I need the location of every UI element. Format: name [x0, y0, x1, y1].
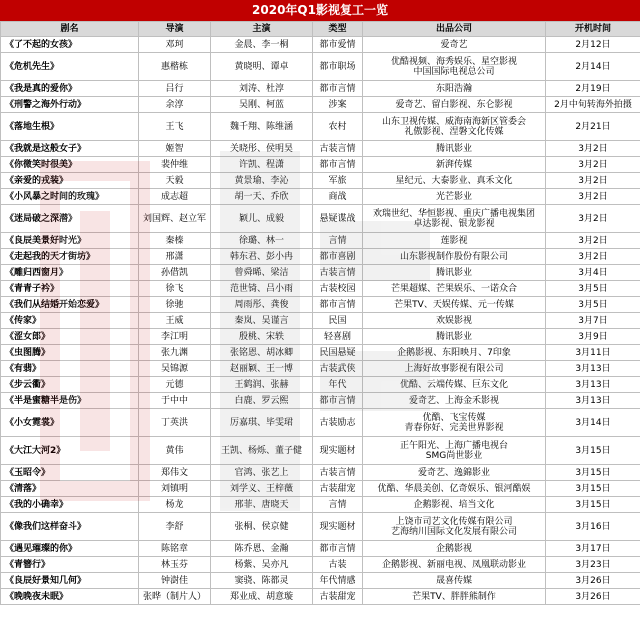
cell-company — [363, 81, 546, 97]
column-header-director: 导演 — [139, 22, 211, 37]
company-line: 新湃传媒 — [435, 159, 472, 170]
cell-genre: 民国 — [313, 313, 363, 329]
table-row — [1, 345, 640, 361]
cell-start-date: 3月15日 — [546, 465, 640, 481]
cell-director: 裴仲维 — [139, 157, 211, 173]
cell-genre: 现实题材 — [313, 513, 363, 541]
cell-company — [363, 113, 546, 141]
table-row — [1, 141, 640, 157]
company-line: 腾讯影业 — [435, 331, 472, 342]
cell-company — [363, 313, 546, 329]
table-row — [1, 205, 640, 233]
table-row — [1, 265, 640, 281]
table-row — [1, 113, 640, 141]
cell-start-date: 3月16日 — [546, 513, 640, 541]
cell-company — [363, 393, 546, 409]
column-header-cast: 主演 — [211, 22, 313, 37]
company-line: 中国国际电视总公司 — [413, 66, 495, 77]
table-row — [1, 481, 640, 497]
cell-title: 《迷局破之深潜》 — [1, 205, 139, 233]
cell-company — [363, 141, 546, 157]
cell-company — [363, 589, 546, 605]
cell-genre: 民国悬疑 — [313, 345, 363, 361]
company-line: 企鹅影视 — [435, 543, 472, 554]
company-line: 礼傲影视、涅磐文化传媒 — [404, 126, 504, 137]
cell-title: 《晚晚夜未眠》 — [1, 589, 139, 605]
cell-director: 吕行 — [139, 81, 211, 97]
cell-title: 《小风暴之时间的玫瑰》 — [1, 189, 139, 205]
cell-director: 徐驰 — [139, 297, 211, 313]
cell-start-date: 2月14日 — [546, 53, 640, 81]
cell-title: 《我的小确幸》 — [1, 497, 139, 513]
cell-start-date: 3月26日 — [546, 589, 640, 605]
company-line: 爱奇艺、逸錦影业 — [417, 467, 490, 478]
cell-title: 《步云衢》 — [1, 377, 139, 393]
cell-title: 《我是真的爱你》 — [1, 81, 139, 97]
film-resumption-table — [0, 21, 640, 605]
table-row — [1, 281, 640, 297]
table-row — [1, 465, 640, 481]
cell-genre: 年代 — [313, 377, 363, 393]
cell-title: 《半是蜜糖半是伤》 — [1, 393, 139, 409]
cell-start-date: 3月2日 — [546, 205, 640, 233]
cell-title: 《涩女郎》 — [1, 329, 139, 345]
company-line: 东阳浩瀚 — [435, 83, 472, 94]
cell-genre: 古装言情 — [313, 265, 363, 281]
cell-genre: 都市言情 — [313, 297, 363, 313]
cell-genre: 军旅 — [313, 173, 363, 189]
cell-cast: 白鹿、罗云熙 — [211, 393, 313, 409]
cell-genre: 都市言情 — [313, 157, 363, 173]
cell-genre: 古装励志 — [313, 409, 363, 437]
cell-genre: 古装甜宠 — [313, 589, 363, 605]
cell-cast: 窦骁、陈都灵 — [211, 573, 313, 589]
table-row — [1, 589, 640, 605]
cell-start-date: 3月15日 — [546, 481, 640, 497]
cell-director: 黄伟 — [139, 437, 211, 465]
cell-genre: 现实题材 — [313, 437, 363, 465]
cell-cast: 殷桃、宋轶 — [211, 329, 313, 345]
cell-genre: 古装 — [313, 557, 363, 573]
cell-title: 《虫图腾》 — [1, 345, 139, 361]
cell-director: 吴锦源 — [139, 361, 211, 377]
cell-title: 《青青子衿》 — [1, 281, 139, 297]
cell-cast: 王鹤润、张赫 — [211, 377, 313, 393]
cell-title: 《良辰美景好时光》 — [1, 233, 139, 249]
cell-cast: 周雨彤、龚俊 — [211, 297, 313, 313]
company-line: 晟喜传媒 — [435, 575, 472, 586]
cell-cast: 刘涛、杜淳 — [211, 81, 313, 97]
company-line: 企鹅影视、东阳映月、7印象 — [397, 347, 511, 358]
table-row — [1, 437, 640, 465]
cell-start-date: 2月12日 — [546, 37, 640, 53]
cell-director: 徐飞 — [139, 281, 211, 297]
cell-start-date: 3月5日 — [546, 297, 640, 313]
column-header-genre: 类型 — [313, 22, 363, 37]
company-line: SMG尚世影业 — [425, 450, 483, 461]
company-line: 欢瑞世纪、华恒影视、重庆广播电视集团 — [372, 208, 535, 219]
table-row — [1, 81, 640, 97]
cell-company — [363, 465, 546, 481]
cell-director: 邢潇 — [139, 249, 211, 265]
cell-cast: 胡一天、乔欣 — [211, 189, 313, 205]
cell-company — [363, 513, 546, 541]
cell-genre: 古装言情 — [313, 465, 363, 481]
cell-start-date: 3月26日 — [546, 573, 640, 589]
cell-company — [363, 249, 546, 265]
company-line: 爱奇艺、上海金禾影视 — [408, 395, 499, 406]
cell-genre: 言情 — [313, 497, 363, 513]
cell-start-date: 3月5日 — [546, 281, 640, 297]
cell-genre: 都市言情 — [313, 81, 363, 97]
cell-title: 《像我们这样奋斗》 — [1, 513, 139, 541]
cell-cast: 范世锜、吕小雨 — [211, 281, 313, 297]
company-line: 芒果TV、天娱传媒、元一传媒 — [394, 299, 514, 310]
cell-title: 《小女霓裳》 — [1, 409, 139, 437]
cell-cast: 秦岚、吴谨言 — [211, 313, 313, 329]
company-line: 腾讯影业 — [435, 143, 472, 154]
company-line: 腾讯影业 — [435, 267, 472, 278]
table-row — [1, 329, 640, 345]
company-line: 上海好故事影视有限公司 — [404, 363, 504, 374]
cell-company — [363, 53, 546, 81]
company-line: 光芒影业 — [435, 191, 472, 202]
cell-start-date: 2月19日 — [546, 81, 640, 97]
cell-start-date: 3月7日 — [546, 313, 640, 329]
cell-company — [363, 265, 546, 281]
company-line: 青春你好、完美世界影视 — [404, 422, 504, 433]
table-title: 2020年Q1影视复工一览 — [0, 0, 640, 21]
cell-cast: 邢菲、唐晓天 — [211, 497, 313, 513]
company-line: 爱奇艺、留白影视、东仑影视 — [395, 99, 513, 110]
table-row — [1, 393, 640, 409]
cell-company — [363, 481, 546, 497]
cell-company — [363, 233, 546, 249]
table-row — [1, 37, 640, 53]
cell-director: 林玉芬 — [139, 557, 211, 573]
cell-genre: 都市言情 — [313, 541, 363, 557]
cell-start-date: 3月14日 — [546, 409, 640, 437]
cell-director: 李舒 — [139, 513, 211, 541]
table-row — [1, 557, 640, 573]
cell-title: 《玉昭令》 — [1, 465, 139, 481]
cell-start-date: 3月9日 — [546, 329, 640, 345]
cell-cast: 关晓彤、侯明昊 — [211, 141, 313, 157]
table-row — [1, 97, 640, 113]
cell-genre: 古装言情 — [313, 141, 363, 157]
column-header-company: 出品公司 — [363, 22, 546, 37]
company-line: 上饶市司艺文化传媒有限公司 — [395, 516, 513, 527]
cell-start-date: 3月13日 — [546, 377, 640, 393]
cell-start-date: 3月2日 — [546, 233, 640, 249]
cell-cast: 赵丽颖、王一博 — [211, 361, 313, 377]
cell-director: 姬智 — [139, 141, 211, 157]
cell-director: 钟澍佳 — [139, 573, 211, 589]
cell-start-date: 3月2日 — [546, 189, 640, 205]
cell-company — [363, 205, 546, 233]
table-row — [1, 157, 640, 173]
cell-cast: 刘学义、王梓薇 — [211, 481, 313, 497]
cell-start-date: 3月2日 — [546, 157, 640, 173]
cell-title: 《了不起的女孩》 — [1, 37, 139, 53]
cell-title: 《你微笑时很美》 — [1, 157, 139, 173]
company-line: 莲影视 — [440, 235, 468, 246]
cell-genre: 古装武侠 — [313, 361, 363, 377]
cell-company — [363, 297, 546, 313]
cell-company — [363, 437, 546, 465]
company-line: 企鹅影视、培当文化 — [413, 499, 495, 510]
cell-company — [363, 97, 546, 113]
cell-genre: 古装校园 — [313, 281, 363, 297]
cell-director: 孙借凯 — [139, 265, 211, 281]
company-line: 优酷视频、海秀娱乐、星空影视 — [390, 56, 517, 67]
cell-director: 王飞 — [139, 113, 211, 141]
cell-director: 刘镇明 — [139, 481, 211, 497]
cell-company — [363, 377, 546, 393]
cell-start-date: 2月中旬转海外拍摄 — [546, 97, 640, 113]
cell-director: 杨龙 — [139, 497, 211, 513]
cell-director: 于中中 — [139, 393, 211, 409]
cell-genre: 都市职场 — [313, 53, 363, 81]
cell-cast: 杨紫、吴亦凡 — [211, 557, 313, 573]
cell-genre: 商战 — [313, 189, 363, 205]
cell-genre: 年代情感 — [313, 573, 363, 589]
column-header-start-date: 开机时间 — [546, 22, 640, 37]
cell-title: 《亲爱的戎装》 — [1, 173, 139, 189]
table-row — [1, 53, 640, 81]
cell-company — [363, 281, 546, 297]
cell-company — [363, 409, 546, 437]
company-line: 艺海纳川国际文化发展有限公司 — [390, 526, 517, 537]
cell-director: 张九渊 — [139, 345, 211, 361]
cell-start-date: 3月13日 — [546, 361, 640, 377]
cell-cast: 张桐、侯京健 — [211, 513, 313, 541]
cell-title: 《青簪行》 — [1, 557, 139, 573]
cell-cast: 吴刚、柯蓝 — [211, 97, 313, 113]
cell-company — [363, 345, 546, 361]
table-row — [1, 541, 640, 557]
cell-company — [363, 173, 546, 189]
cell-genre: 都市爱情 — [313, 37, 363, 53]
cell-genre: 涉案 — [313, 97, 363, 113]
cell-genre: 古装甜宠 — [313, 481, 363, 497]
cell-director: 陈铭章 — [139, 541, 211, 557]
cell-genre: 悬疑谍战 — [313, 205, 363, 233]
cell-cast: 官鸿、张艺上 — [211, 465, 313, 481]
cell-company — [363, 329, 546, 345]
cell-title: 《清落》 — [1, 481, 139, 497]
cell-company — [363, 541, 546, 557]
table-row — [1, 297, 640, 313]
table-row — [1, 377, 640, 393]
table-row — [1, 573, 640, 589]
header-row — [1, 22, 640, 37]
cell-company — [363, 189, 546, 205]
cell-cast: 厉嘉琪、毕雯珺 — [211, 409, 313, 437]
company-line: 爱奇艺 — [440, 39, 468, 50]
cell-title: 《雕归西窗月》 — [1, 265, 139, 281]
company-line: 山东卫视传媒、威海南海新区管委会 — [381, 116, 526, 127]
company-line: 欢娱影视 — [435, 315, 472, 326]
cell-director: 元德 — [139, 377, 211, 393]
company-line: 卓达影视、银龙影视 — [413, 218, 495, 229]
company-line: 芒果超媒、芒果娱乐、一诺众合 — [390, 283, 517, 294]
cell-title: 《刑警之海外行动》 — [1, 97, 139, 113]
cell-start-date: 3月13日 — [546, 393, 640, 409]
cell-company — [363, 557, 546, 573]
cell-director: 刘国辉、赵立军 — [139, 205, 211, 233]
table-row — [1, 173, 640, 189]
cell-title: 《落地生根》 — [1, 113, 139, 141]
cell-director: 李江明 — [139, 329, 211, 345]
cell-start-date: 2月21日 — [546, 113, 640, 141]
cell-title: 《大江大河2》 — [1, 437, 139, 465]
cell-start-date: 3月2日 — [546, 141, 640, 157]
column-header-title: 剧名 — [1, 22, 139, 37]
cell-company — [363, 361, 546, 377]
cell-director: 秦榛 — [139, 233, 211, 249]
cell-title: 《传家》 — [1, 313, 139, 329]
cell-cast: 郑业成、胡意璇 — [211, 589, 313, 605]
cell-title: 《危机先生》 — [1, 53, 139, 81]
table-row — [1, 497, 640, 513]
cell-title: 《走起我的天才街坊》 — [1, 249, 139, 265]
cell-company — [363, 37, 546, 53]
company-line: 正午阳光、上海广播电视台 — [399, 440, 508, 451]
table-row — [1, 249, 640, 265]
cell-director: 张晔（制片人） — [139, 589, 211, 605]
cell-cast: 颖儿、成毅 — [211, 205, 313, 233]
company-line: 优酷、云端传媒、巨东文化 — [399, 379, 508, 390]
cell-cast: 黄晓明、谭卓 — [211, 53, 313, 81]
cell-director: 丁英洪 — [139, 409, 211, 437]
cell-director: 余淳 — [139, 97, 211, 113]
cell-cast: 许凯、程潇 — [211, 157, 313, 173]
cell-cast: 徐璐、林一 — [211, 233, 313, 249]
cell-genre: 轻喜剧 — [313, 329, 363, 345]
cell-cast: 张铭恩、胡冰卿 — [211, 345, 313, 361]
cell-title: 《我就是这般女子》 — [1, 141, 139, 157]
company-line: 优酷、华晨美创、亿奇娱乐、银河酷娱 — [377, 483, 531, 494]
cell-director: 郑伟文 — [139, 465, 211, 481]
cell-start-date: 3月17日 — [546, 541, 640, 557]
cell-title: 《良辰好景知几何》 — [1, 573, 139, 589]
company-line: 优酷、飞宝传媒 — [422, 412, 486, 423]
cell-genre: 都市言情 — [313, 393, 363, 409]
cell-cast: 魏千翔、陈维涵 — [211, 113, 313, 141]
cell-company — [363, 497, 546, 513]
cell-title: 《有翡》 — [1, 361, 139, 377]
cell-cast: 金晨、李一桐 — [211, 37, 313, 53]
table-row — [1, 233, 640, 249]
company-line: 星纪元、大泰影业、真禾文化 — [395, 175, 513, 186]
cell-start-date: 3月23日 — [546, 557, 640, 573]
cell-director: 惠楷栋 — [139, 53, 211, 81]
cell-start-date: 3月4日 — [546, 265, 640, 281]
company-line: 企鹅影视、新丽电视、凤凰联动影业 — [381, 559, 526, 570]
cell-title: 《我们从结婚开始恋爱》 — [1, 297, 139, 313]
cell-start-date: 3月2日 — [546, 249, 640, 265]
cell-company — [363, 573, 546, 589]
cell-cast: 王凯、杨烁、董子健 — [211, 437, 313, 465]
cell-director: 成志超 — [139, 189, 211, 205]
cell-director: 天毅 — [139, 173, 211, 189]
cell-start-date: 3月11日 — [546, 345, 640, 361]
table-row — [1, 313, 640, 329]
cell-company — [363, 157, 546, 173]
cell-director: 王威 — [139, 313, 211, 329]
cell-director: 邓珂 — [139, 37, 211, 53]
cell-genre: 农村 — [313, 113, 363, 141]
cell-start-date: 3月15日 — [546, 437, 640, 465]
cell-start-date: 3月15日 — [546, 497, 640, 513]
table-row — [1, 189, 640, 205]
cell-genre: 言情 — [313, 233, 363, 249]
cell-genre: 都市喜剧 — [313, 249, 363, 265]
cell-cast: 曾舜晞、梁洁 — [211, 265, 313, 281]
table-row — [1, 409, 640, 437]
cell-cast: 韩东君、彭小冉 — [211, 249, 313, 265]
company-line: 芒果TV、胖胖熊制作 — [412, 591, 496, 602]
table-row — [1, 361, 640, 377]
cell-cast: 陈乔恩、金瀚 — [211, 541, 313, 557]
table-row — [1, 513, 640, 541]
cell-start-date: 3月2日 — [546, 173, 640, 189]
company-line: 山东影视制作股份有限公司 — [399, 251, 508, 262]
cell-title: 《遇见璀璨的你》 — [1, 541, 139, 557]
cell-cast: 黄景瑜、李沁 — [211, 173, 313, 189]
